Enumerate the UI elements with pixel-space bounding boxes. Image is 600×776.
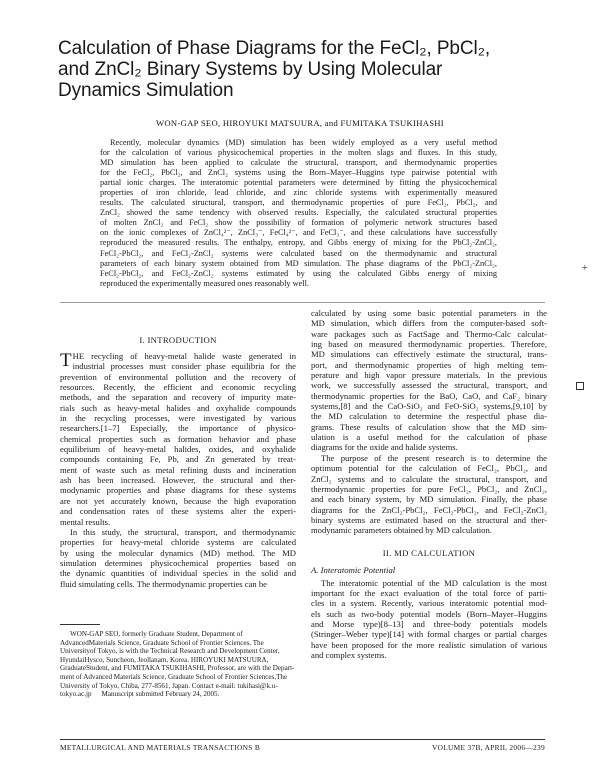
- body-line: The purpose of the present research is to determine the: [321, 452, 547, 463]
- body-line: and Morse type)[8–13] and three-body potentials models: [311, 618, 547, 629]
- page-info: VOLUME 37B, APRIL 2006—239: [431, 743, 545, 752]
- body-line: ware packages such as FactSage and Thermo-Calc calculat-: [311, 328, 547, 339]
- body-line: diagrams for the ZnCl₂-PbCl₂, FeCl₂-PbCl₂, and FeCl₂-ZnCl₂: [311, 504, 547, 515]
- body-line: work, we successfully assessed the structural, transport, and: [311, 380, 547, 391]
- body-line: ZnCl₂ systems and to calculate the structural, transport, and: [311, 473, 547, 484]
- abstract-line: ZnCl₂ showed the same tendency with observed results. Especially, the calculated structural properties: [100, 208, 497, 218]
- body-line: calculated by using some basic potential parameters in the: [311, 308, 547, 318]
- subsection-heading: A. Interatomic Potential: [311, 564, 396, 575]
- body-line: the MD calculation to determine the respectful phase dia-: [311, 411, 547, 422]
- footnote-line: Student, and FUMITAKA TSUKIHASHI, Professor, are with the Depart-: [86, 664, 295, 673]
- abstract-line: of molten ZnCl₂ and FeCl₂ show the possibility of formation of polymeric network structures based: [100, 218, 497, 228]
- body-line: modynamic properties and phase diagrams for these systems: [60, 485, 296, 496]
- footnote-line: Manuscript submitted February 24, 2005.: [101, 690, 220, 699]
- body-line: industrial processes must consider phase equilibria for the: [72, 361, 296, 372]
- abstract-line: properties of iron chloride, lead chloride, and zinc chloride systems with experimentally measured: [100, 188, 497, 198]
- body-line: mental results.: [60, 516, 111, 527]
- abstract-line: for the FeCl₂, PbCl₂, and ZnCl₂ systems using the Born–Mayer–Huggins type pairwise potential with: [100, 168, 497, 178]
- abstract-line: reproduced the measured results. The enthalpy, entropy, and Gibbs energy of mixing for the PbCl₂-ZnCl₂,: [100, 238, 497, 248]
- body-line: ment of waste such as metal refining dusts and incineration: [60, 464, 296, 475]
- paper-title: [58, 38, 558, 101]
- body-line: ash has been increased. However, the structural and ther-: [60, 475, 296, 486]
- body-line: modynamic parameters obtained by MD calculation.: [311, 525, 492, 536]
- body-line: optimum potential for the calculation of FeCl₂, PbCl₂, and: [311, 463, 547, 474]
- body-line: thermodynamic properties for the BaO, CaO, and CaF₂ binary: [311, 390, 547, 401]
- body-line: researchers.[1–7] Especially, the importance of physico-: [60, 423, 296, 434]
- body-line: properties for heavy-metal chloride systems are calculated: [60, 537, 296, 548]
- right-column: [311, 308, 547, 660]
- body-line: ulation is a useful method for the calculation of phase: [311, 432, 547, 443]
- registration-mark: [576, 382, 584, 390]
- abstract-line: reproduced the experimentally measured ones reasonably well.: [100, 278, 309, 288]
- crosshair-mark: +: [581, 262, 588, 274]
- body-line: simulation determines physicochemical properties based on: [60, 557, 296, 568]
- body-line: grams. These results of calculation show that the MD sim-: [311, 421, 547, 432]
- body-line: equilibrium of heavy-metal halides, oxides, and oxyhalide: [60, 444, 296, 455]
- title-line: and ZnCl₂ Binary Systems by Using Molecular: [58, 59, 443, 80]
- body-line: fluid simulating cells. The thermodynamic properties can be: [60, 578, 267, 589]
- left-column: [60, 333, 296, 589]
- body-line: diagrams for the oxide and halide systems.: [311, 442, 458, 453]
- body-line: have been proposed for the more realistic simulation of various: [311, 639, 547, 650]
- author-list: WON-GAP SEO, HIROYUKI MATSUURA, and FUMITAKA TSUKIHASHI: [156, 118, 444, 128]
- drop-cap: T: [60, 350, 72, 371]
- body-line: and condensation rates of these systems alter the experi-: [60, 506, 296, 517]
- section-heading-introduction: I. INTRODUCTION: [139, 335, 217, 345]
- body-line: port, and thermodynamic properties of high melting tem-: [311, 359, 547, 370]
- body-line: thermodynamic properties for pure FeCl₂, PbCl₂, and ZnCl₂,: [311, 483, 547, 494]
- body-line: compounds containing Fe, Pb, and Zn generated by treat-: [60, 454, 296, 465]
- body-line: MD simulations can effectively estimate the structural, trans-: [311, 349, 547, 360]
- title-line: Calculation of Phase Diagrams for the FeCl₂, PbCl₂,: [58, 38, 491, 59]
- body-line: chemical properties such as formation behavior and phase: [60, 433, 296, 444]
- footnote-line: The University of Tokyo, Chiba, 277-8561, Japan. Contact e-mail: tukihasi@: [60, 672, 288, 690]
- abstract-line: results. The calculated structural, transport, and thermodynamic properties of pure FeCl₂, PbCl₂, and: [100, 198, 497, 208]
- body-line: els such as two-body potential models (Born–Mayer–Huggins: [311, 608, 547, 619]
- body-line: MD simulation, which differs from the computer-based soft-: [311, 318, 547, 329]
- title-line: Dynamics Simulation: [58, 80, 234, 101]
- footnote-line: WON-GAP SEO, formerly Graduate Student, Department of Advanced: [60, 630, 243, 647]
- body-line: important for the exact evaluation of the total force of parti-: [311, 587, 547, 598]
- body-line: (Stringer–Weber type)[14] with formal charges or partial charges: [311, 629, 547, 640]
- abstract-line: parameters of each binary system obtained from MD simulation. The phase diagrams of the PbCl₂-ZnCl₂,: [100, 258, 497, 268]
- abstract-line: for the calculation of various physicochemical properties in the molten slags and fluxes. In this study,: [100, 148, 497, 158]
- body-line: and complex systems.: [311, 649, 387, 660]
- footnote-line: k.u-tokyo.ac.jp: [60, 681, 278, 699]
- footnote-rule: [60, 624, 100, 625]
- body-line: the dynamic quantities of individual species in the solid and: [60, 568, 296, 579]
- body-line: in the recycling processes, were investigated by various: [60, 413, 296, 424]
- abstract-divider: [60, 302, 545, 303]
- footnote-line: Hysco, Suncheon, Jeollanam, Korea. HIROYUKI MATSUURA, Graduate: [60, 655, 269, 673]
- body-line: perature and high vapor pressure materials. In the previous: [311, 370, 547, 381]
- body-line: rials such as heavy-metal halides and oxyhalide compounds: [60, 402, 296, 413]
- abstract-line: on the ionic complexes of ZnCl₄²⁻, ZnCl₃⁻, FeCl₄²⁻, and FeCl₃⁻, and these calculations have successfully: [100, 228, 497, 238]
- abstract-line: MD simulation has been applied to calculate the structural, transport, and thermodynamic properties: [100, 158, 497, 168]
- body-line: methods, and the separation and recovery of impurity mate-: [60, 392, 296, 403]
- abstract-line: Recently, molecular dynamics (MD) simulation has been widely employed as a very useful method: [110, 138, 497, 147]
- body-line: ing based on measured thermodynamic properties. Therefore,: [311, 339, 547, 350]
- body-line: prevention of environmental pollution and the recovery of: [60, 371, 296, 382]
- abstract-line: partial ionic charges. The interatomic potential parameters were determined by fitting the physicochemical: [100, 178, 497, 188]
- body-line: In this study, the structural, transport, and thermodynamic: [70, 526, 296, 537]
- footer-rule: [60, 739, 545, 740]
- author-footnote: [60, 630, 296, 699]
- abstract-line: FeCl₂-PbCl₂, and FeCl₂-ZnCl₂ systems estimated by using the calculated Gibbs energy of mixing: [100, 268, 497, 278]
- abstract: [100, 138, 497, 289]
- body-line: by using the molecular dynamics (MD) method. The MD: [60, 547, 296, 558]
- body-line: are not yet accurately known, because the high evaporation: [60, 495, 296, 506]
- body-line: The interatomic potential of the MD calculation is the most: [321, 577, 547, 588]
- body-line: cles in a system. Recently, various interatomic potential mod-: [311, 598, 547, 609]
- body-line: HE recycling of heavy-metal halide waste generated in: [72, 351, 296, 361]
- section-heading-md-calculation: II. MD CALCULATION: [382, 547, 476, 558]
- body-line: resources. Recently, the efficient and economic recycling: [60, 382, 296, 393]
- body-line: systems,[8] and the CaO-SiO₂ and FeO-SiO₂ systems,[9,10] by: [311, 401, 547, 412]
- footnote-line: Materials Science, Graduate School of Frontier Sciences, The University: [60, 638, 264, 656]
- body-line: binary systems are estimated based on the structural and ther-: [311, 514, 547, 525]
- footnote-line: ment of Advanced Materials Science, Graduate School of Frontier Sciences,: [60, 672, 277, 681]
- body-line: and each binary system, by MD simulation. Finally, the phase: [311, 494, 547, 505]
- footnote-line: of Tokyo, is with the Technical Research and Development Center, Hyundai: [60, 647, 280, 664]
- journal-name: METALLURGICAL AND MATERIALS TRANSACTIONS B: [60, 743, 261, 752]
- abstract-line: FeCl₂-PbCl₂, and FeCl₂-ZnCl₂ systems were calculated based on the thermodynamic and structural: [100, 248, 497, 258]
